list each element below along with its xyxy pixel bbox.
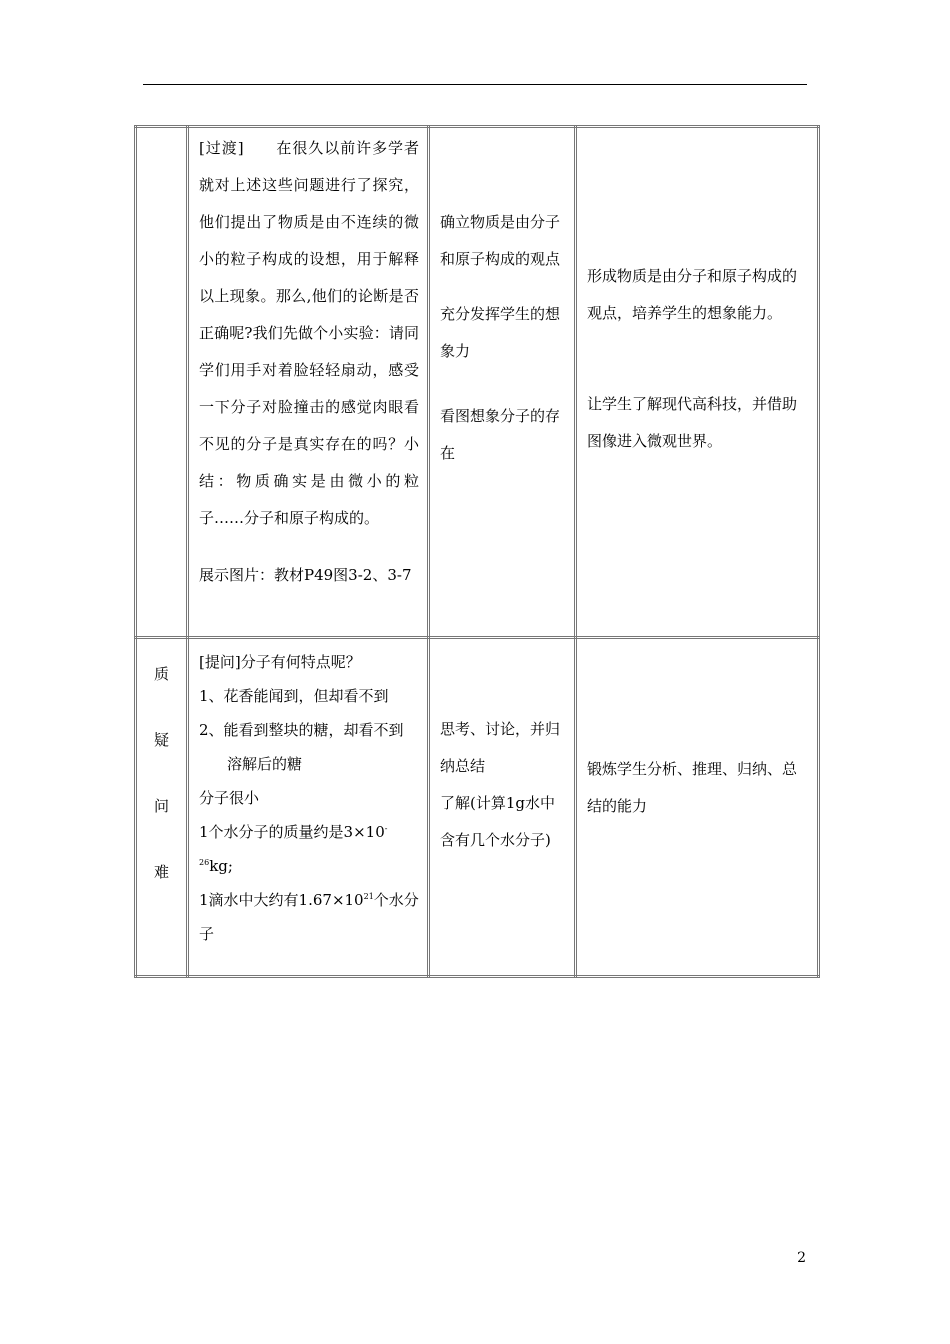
stage-char: 问 (153, 797, 169, 815)
design-intent-2: 让学生了解现代高科技，并借助图像进入微观世界。 (587, 395, 798, 450)
stage-char: 难 (153, 863, 169, 881)
list-item: 1、花香能闻到，但却看不到 (199, 687, 389, 705)
student-activity-3: 看图想象分子的存在 (440, 407, 561, 462)
teacher-question-cell (188, 638, 429, 977)
conclusion-line: 分子很小 (199, 789, 260, 807)
student-activity-2: 充分发挥学生的想象力 (440, 305, 561, 360)
design-intent-cell (576, 127, 819, 638)
stage-cell-questions (136, 638, 188, 977)
design-intent-question-cell (576, 638, 819, 977)
list-item: 2、能看到整块的糖，却看不到 (199, 721, 404, 739)
student-question-cell (429, 638, 576, 977)
teacher-activity-cell (188, 127, 429, 638)
lesson-plan-table (134, 125, 820, 978)
table-row-questions (136, 638, 819, 977)
student-activity-4: 思考、讨论，并归纳总结 (440, 720, 561, 775)
list-item-continuation: 溶解后的糖 (227, 755, 303, 773)
stage-char: 质 (153, 665, 169, 683)
design-intent-3: 锻炼学生分析、推理、归纳、总结的能力 (587, 760, 798, 815)
question-line: [提问]分子有何特点呢？ (199, 653, 361, 671)
design-intent-1: 形成物质是由分子和原子构成的观点，培养学生的想象能力。 (587, 267, 798, 322)
count-line: 1滴水中大约有$1.67\times 10^{21}$个水分子 (199, 891, 419, 943)
show-figures-line: 展示图片：教材P49图3-2、3-7 (199, 566, 412, 584)
stage-cell-empty (136, 127, 188, 638)
student-activity-cell (429, 127, 576, 638)
transition-paragraph: [过渡] 在很久以前许多学者就对上述这些问题进行了探究，他们提出了物质是由不连续的微小的粒子构成的设想，用于解释以上现象。那么,他们的论断是否正确呢?我们先做个小实验：请同学们用手对着脸轻轻扇动，感受一下分子对脸撞击的感觉肉眼看不见的分子是真实存在的吗？小结：物质确实是由微小的粒子……分子和原子构成的。 (199, 139, 419, 527)
page-number: 2 (797, 1250, 806, 1266)
student-activity-5: 了解(计算1g水中含有几个水分子) (440, 794, 555, 849)
stage-char: 疑 (153, 731, 169, 749)
mass-line: 1个水分子的质量约是$3\times 10^{-26}kg$; (199, 823, 388, 875)
header-rule (143, 84, 807, 85)
student-activity-1: 确立物质是由分子和原子构成的观点 (440, 213, 561, 268)
table-row-transition (136, 127, 819, 638)
